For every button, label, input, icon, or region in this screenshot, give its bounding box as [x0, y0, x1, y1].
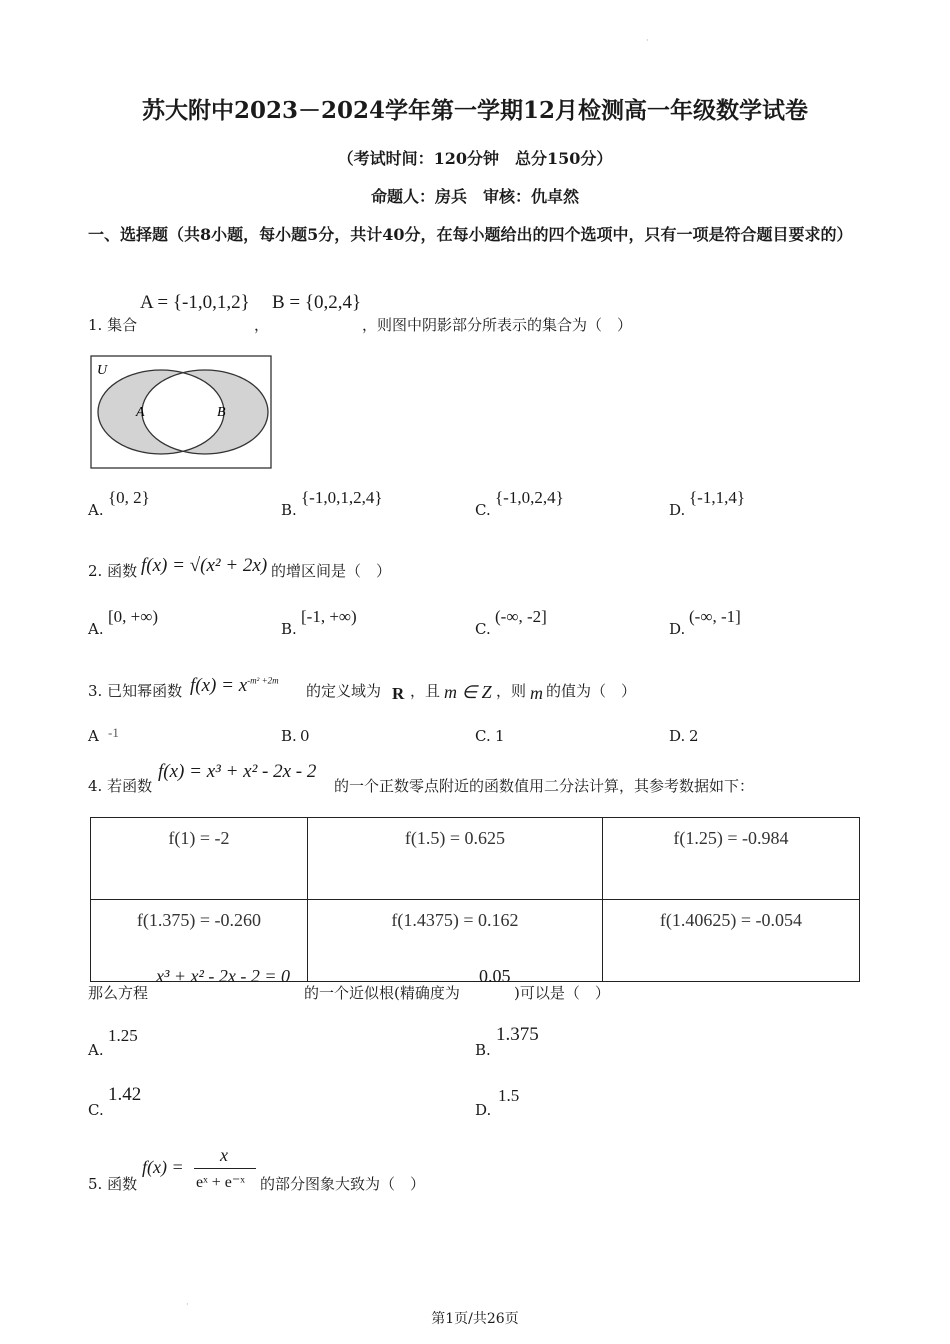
q1-option-c-value: {-1,0,2,4}: [495, 488, 564, 507]
q3-option-c-letter: C.: [475, 727, 491, 745]
q5-lhs: f(x) =: [142, 1157, 184, 1177]
q3-prefix: 3. 已知幂函数: [88, 682, 183, 700]
table-cell: f(1.25) = -0.984: [603, 818, 860, 900]
q3-option-a-letter: A: [88, 727, 99, 745]
scan-dot: ·: [186, 1300, 189, 1309]
q2-suffix: 的增区间是（ ）: [271, 562, 392, 580]
q5-denominator: eˣ + e⁻ˣ: [196, 1174, 245, 1191]
q2-option-d-letter: D.: [669, 620, 686, 638]
q2-option-a-value: [0, +∞): [108, 607, 159, 626]
q4-option-c-value: 1.42: [108, 1084, 142, 1105]
q3-variable-m: m: [530, 683, 543, 703]
q1-option-b-letter: B.: [281, 501, 297, 519]
q3-real-set: R: [392, 684, 405, 703]
q2-option-c-value: (-∞, -2]: [495, 607, 547, 626]
table-cell: f(1.40625) = -0.054: [603, 900, 860, 982]
exam-title: 苏大附中2023－2024学年第一学期12月检测高一年级数学试卷: [141, 97, 809, 124]
q4-option-a-letter: A.: [88, 1041, 104, 1059]
q3-mid-2: ，且: [410, 682, 441, 700]
q4-equation: x³ + x² - 2x - 2 = 0: [156, 966, 291, 986]
page-footer: 第1页/共26页: [431, 1311, 519, 1327]
q1-option-d-value: {-1,1,4}: [689, 488, 745, 507]
q4-option-c-letter: C.: [88, 1101, 104, 1119]
q2-option-c-letter: C.: [475, 620, 491, 638]
q1-set-a: A = {-1,0,1,2}: [140, 292, 250, 313]
venn-label-u: U: [97, 363, 108, 378]
q4-option-d-letter: D.: [475, 1101, 492, 1119]
q4-expression: f(x) = x³ + x² - 2x - 2: [158, 761, 317, 782]
q3-mid-3: ，则: [496, 682, 527, 700]
q4-follow-prefix: 那么方程: [88, 984, 149, 1002]
q1-suffix: ，则图中阴影部分所表示的集合为（ ）: [362, 316, 633, 334]
q3-condition: m ∈ Z: [444, 682, 492, 702]
q3-suffix: 的值为（ ）: [546, 682, 637, 700]
q3-option-d-value: 2: [689, 727, 699, 745]
q4-option-b-letter: B.: [475, 1041, 491, 1059]
q3-option-d-letter: D.: [669, 727, 686, 745]
q2-option-a-letter: A.: [88, 620, 104, 638]
exam-authors: 命题人：房兵 审核：仇卓然: [370, 187, 579, 206]
q5-prefix: 5. 函数: [88, 1175, 138, 1193]
q3-option-b-value: 0: [300, 727, 310, 745]
q4-precision: 0.05: [479, 966, 511, 986]
q4-option-a-value: 1.25: [108, 1026, 138, 1045]
venn-label-a: A: [136, 405, 145, 420]
q5-suffix: 的部分图象大致为（ ）: [260, 1175, 426, 1193]
table-cell: f(1.4375) = 0.162: [308, 900, 603, 982]
q4-prefix: 4. 若函数: [88, 777, 153, 795]
q1-option-a-letter: A.: [88, 501, 104, 519]
q2-option-b-value: [-1, +∞): [301, 607, 357, 626]
q2-option-b-letter: B.: [281, 620, 297, 638]
q1-option-b-value: {-1,0,1,2,4}: [301, 488, 383, 507]
q4-suffix: 的一个正数零点附近的函数值用二分法计算，其参考数据如下：: [334, 777, 755, 795]
q1-option-d-letter: D.: [669, 501, 686, 519]
venn-label-b: B: [217, 405, 226, 420]
q2-expression: f(x) = √(x² + 2x): [141, 555, 268, 576]
q3-expression: $f(x) = x^{-m^2 +2m}$: [190, 675, 279, 696]
q4-follow-mid: 的一个近似根(精确度为: [304, 984, 460, 1002]
table-row: [91, 818, 860, 900]
q4-follow-suffix: )可以是（ ）: [514, 984, 610, 1002]
q1-prefix: 1. 集合: [88, 316, 138, 334]
table-cell: f(1.375) = -0.260: [91, 900, 308, 982]
venn-diagram: [88, 352, 274, 472]
section-heading: 一、选择题（共8小题，每小题5分，共计40分，在每小题给出的四个选项中，只有一项是符合题目要求的）: [88, 225, 853, 244]
q5-numerator: x: [220, 1145, 228, 1165]
q1-set-b: B = {0,2,4}: [272, 292, 362, 313]
table-cell: f(1) = -2: [91, 818, 308, 900]
q1-option-a-value: {0, 2}: [108, 488, 150, 507]
q1-comma: ，: [254, 316, 270, 334]
scan-dot: ·: [646, 36, 649, 45]
fraction-bar: [194, 1168, 256, 1169]
q3-option-a-value: -1: [108, 725, 119, 740]
q4-option-b-value: 1.375: [496, 1024, 539, 1045]
q4-option-d-value: 1.5: [498, 1086, 520, 1105]
table-cell: f(1.5) = 0.625: [308, 818, 603, 900]
q3-mid-1: 的定义域为: [306, 682, 382, 700]
q1-option-c-letter: C.: [475, 501, 491, 519]
q2-option-d-value: (-∞, -1]: [689, 607, 741, 626]
q2-prefix: 2. 函数: [88, 562, 138, 580]
q3-option-c-value: 1: [495, 727, 505, 745]
bisection-table: [90, 817, 860, 982]
q3-option-b-letter: B.: [281, 727, 297, 745]
exam-subtitle: （考试时间：120分钟 总分150分）: [337, 149, 613, 168]
